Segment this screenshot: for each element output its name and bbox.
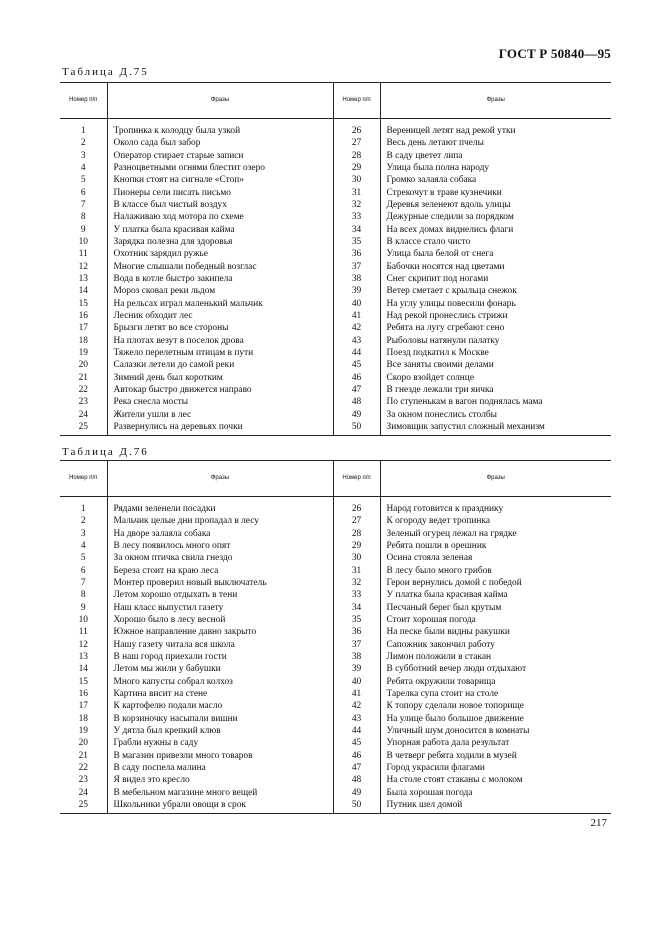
table-row	[60, 737, 611, 749]
row-phrase: Автокар быстро движется направо	[107, 384, 333, 396]
table-row	[60, 150, 611, 162]
table-row	[60, 199, 611, 211]
table-row	[60, 335, 611, 347]
row-phrase: Охотник зарядил ружье	[107, 248, 333, 260]
row-number: 31	[333, 565, 380, 577]
table-row	[60, 384, 611, 396]
row-number: 10	[60, 236, 107, 248]
table-row	[60, 552, 611, 564]
row-phrase: Сапожник закончил работу	[386, 639, 495, 650]
row-number: 11	[60, 248, 107, 260]
row-phrase: Громко залаяла собака	[386, 175, 477, 186]
row-phrase: На песке были видны ракушки	[386, 627, 510, 638]
table-body	[60, 119, 611, 436]
row-phrase: Вереницей летят над рекой утки	[386, 126, 516, 136]
row-phrase: В классе стало чисто	[386, 236, 471, 247]
row-phrase: В субботний вечер люди отдыхают	[386, 664, 527, 675]
row-number: 35	[333, 614, 380, 626]
header-number: Номер п/п	[60, 461, 107, 497]
row-number: 4	[60, 540, 107, 552]
row-number: 4	[60, 162, 107, 174]
row-phrase: Рядами зеленели посадки	[107, 497, 333, 516]
row-phrase: По ступенькам в вагон поднялась мама	[386, 397, 543, 408]
table-row	[60, 700, 611, 712]
row-phrase: В гнезде лежали три яичка	[386, 384, 494, 395]
row-number: 7	[60, 199, 107, 211]
row-phrase: Деревья зеленеют вдоль улицы	[386, 199, 511, 210]
row-phrase: Улица была полна народу	[386, 162, 490, 173]
row-phrase: На плотах везут в поселок дрова	[107, 335, 333, 347]
row-number: 48	[333, 774, 380, 786]
row-phrase: В корзиночку насыпали вишни	[107, 713, 333, 725]
row-number: 33	[333, 589, 380, 601]
row-phrase: В саду цветет липа	[386, 150, 463, 161]
table-row	[60, 799, 611, 814]
table-row	[60, 322, 611, 334]
row-phrase: Я видел это кресло	[107, 774, 333, 786]
table-row	[60, 137, 611, 149]
row-phrase: Школьники убрали овощи в срок	[107, 799, 333, 814]
row-phrase: Река снесла мосты	[107, 396, 333, 408]
row-phrase: В четверг ребята ходили в музей	[386, 750, 517, 761]
row-phrase: Ветер сметает с крыльца снежок	[386, 286, 517, 297]
header-number: Номер п/п	[60, 83, 107, 119]
row-phrase: Стрекочут в траве кузнечики	[386, 187, 502, 198]
row-phrase: Картина висит на стене	[107, 688, 333, 700]
row-phrase: Улица была белой от снега	[386, 249, 494, 260]
row-phrase: Пионеры сели писать письмо	[107, 187, 333, 199]
row-number: 38	[333, 651, 380, 663]
row-phrase: В наш город приехали гости	[107, 651, 333, 663]
row-phrase: Тарелка супа стоит на столе	[386, 688, 499, 699]
table-row	[60, 589, 611, 601]
row-number: 16	[60, 310, 107, 322]
row-number: 14	[60, 285, 107, 297]
row-phrase: Около сада был забор	[107, 137, 333, 149]
row-phrase: В мебельном магазине много вещей	[107, 787, 333, 799]
header-phrases: Фразы	[380, 461, 611, 497]
row-number: 8	[60, 589, 107, 601]
row-number: 34	[333, 602, 380, 614]
row-number: 22	[60, 384, 107, 396]
row-number: 17	[60, 322, 107, 334]
row-number: 3	[60, 528, 107, 540]
row-number: 28	[333, 150, 380, 162]
row-phrase: Лесник обходит лес	[107, 310, 333, 322]
row-phrase: Зарядка полезна для здоровья	[107, 236, 333, 248]
row-phrase: Южное направление давно закрыто	[107, 626, 333, 638]
row-number: 32	[333, 577, 380, 589]
row-number: 41	[333, 688, 380, 700]
row-phrase: Жители ушли в лес	[107, 409, 333, 421]
row-number: 44	[333, 725, 380, 737]
row-phrase: Над рекой пронеслись стрижи	[386, 310, 508, 321]
row-phrase: Была хорошая погода	[386, 787, 473, 798]
row-phrase: Ребята пошли в орешник	[386, 540, 487, 551]
row-number: 36	[333, 248, 380, 260]
row-number: 50	[333, 799, 380, 814]
table-row	[60, 762, 611, 774]
row-phrase: На углу улицы повесили фонарь	[386, 298, 516, 309]
row-number: 30	[333, 174, 380, 186]
row-number: 5	[60, 174, 107, 186]
row-number: 9	[60, 602, 107, 614]
table-caption-d75: Таблица Д.75	[62, 66, 149, 78]
row-phrase: На улице было большое движение	[386, 713, 524, 724]
row-phrase: Рыболовы натянули палатку	[386, 335, 500, 346]
row-phrase: Герои вернулись домой с победой	[386, 577, 522, 588]
row-number: 30	[333, 552, 380, 564]
table-row	[60, 359, 611, 371]
row-number: 15	[60, 676, 107, 688]
row-number: 18	[60, 713, 107, 725]
row-number: 28	[333, 528, 380, 540]
table-row	[60, 663, 611, 675]
row-phrase: Много капусты собрал колхоз	[107, 676, 333, 688]
row-phrase: Разноцветными огнями блестит озеро	[107, 162, 333, 174]
row-number: 10	[60, 614, 107, 626]
row-number: 41	[333, 310, 380, 322]
row-number: 36	[333, 626, 380, 638]
table-row	[60, 396, 611, 408]
table-body	[60, 497, 611, 814]
row-phrase: Упорная работа дала результат	[386, 738, 510, 749]
table-row	[60, 372, 611, 384]
row-phrase: Снег скрипит под ногами	[386, 273, 489, 284]
table-d76	[60, 460, 611, 814]
row-number: 7	[60, 577, 107, 589]
row-phrase: Нашу газету читала вся школа	[107, 639, 333, 651]
row-phrase: Город украсили флагами	[386, 762, 485, 773]
row-number: 39	[333, 663, 380, 675]
table-row	[60, 236, 611, 248]
table-caption-d76: Таблица Д.76	[62, 446, 149, 458]
table-row	[60, 688, 611, 700]
row-phrase: Тропинка к колодцу была узкой	[107, 119, 333, 138]
table-row	[60, 639, 611, 651]
row-number: 44	[333, 347, 380, 359]
row-phrase: В лесу появилось много опят	[107, 540, 333, 552]
table-row	[60, 565, 611, 577]
header-phrases: Фразы	[107, 461, 333, 497]
row-number: 35	[333, 236, 380, 248]
row-phrase: Монтер проверил новый выключатель	[107, 577, 333, 589]
row-phrase: За окном понеслись столбы	[386, 409, 497, 420]
row-phrase: Ребята окружили товарища	[386, 676, 496, 687]
row-number: 8	[60, 211, 107, 223]
row-number: 46	[333, 750, 380, 762]
table-row	[60, 614, 611, 626]
table-row	[60, 713, 611, 725]
header-number: Номер п/п	[333, 461, 380, 497]
row-number: 15	[60, 298, 107, 310]
row-number: 45	[333, 737, 380, 749]
table-row	[60, 119, 611, 138]
row-number: 20	[60, 359, 107, 371]
table-row	[60, 626, 611, 638]
row-phrase: На рельсах играл маленький мальчик	[107, 298, 333, 310]
table-d75	[60, 82, 611, 436]
table-row	[60, 248, 611, 260]
row-number: 37	[333, 639, 380, 651]
row-phrase: Уличный шум доносится в комнаты	[386, 725, 530, 736]
header-phrases: Фразы	[107, 83, 333, 119]
row-phrase: Летом хорошо отдыхать в тени	[107, 589, 333, 601]
row-number: 43	[333, 335, 380, 347]
row-number: 49	[333, 409, 380, 421]
row-phrase: Зимний день был коротким	[107, 372, 333, 384]
row-number: 50	[333, 421, 380, 436]
row-phrase: Грабли нужны в саду	[107, 737, 333, 749]
row-phrase: Развернулись на деревьях почки	[107, 421, 333, 436]
row-phrase: За окном птичка свила гнездо	[107, 552, 333, 564]
row-phrase: Кнопки стоят на сигнале «Стоп»	[107, 174, 333, 186]
table-row	[60, 602, 611, 614]
row-phrase: Весь день летают пчелы	[386, 138, 484, 149]
row-number: 19	[60, 725, 107, 737]
row-phrase: Народ готовится к празднику	[386, 504, 504, 514]
row-number: 6	[60, 565, 107, 577]
row-phrase: Песчаный берег был крутым	[386, 602, 502, 613]
table-row	[60, 347, 611, 359]
header-number: Номер п/п	[333, 83, 380, 119]
table-row	[60, 310, 611, 322]
table-row	[60, 211, 611, 223]
row-phrase: Хорошо было в лесу весной	[107, 614, 333, 626]
page-number: 217	[590, 817, 607, 829]
table-row	[60, 261, 611, 273]
row-number: 11	[60, 626, 107, 638]
row-number: 2	[60, 137, 107, 149]
row-phrase: Мороз сковал реки льдом	[107, 285, 333, 297]
row-phrase: Брызги летят во все стороны	[107, 322, 333, 334]
row-number: 21	[60, 372, 107, 384]
row-phrase: На дворе залаяла собака	[107, 528, 333, 540]
row-phrase: Вода в котле быстро закипела	[107, 273, 333, 285]
row-number: 39	[333, 285, 380, 297]
row-number: 1	[60, 119, 107, 138]
row-phrase: В классе был чистый воздух	[107, 199, 333, 211]
row-phrase: К картофелю подали масло	[107, 700, 333, 712]
row-number: 6	[60, 187, 107, 199]
table-row	[60, 725, 611, 737]
row-phrase: Салазки летели до самой реки	[107, 359, 333, 371]
table-row	[60, 273, 611, 285]
row-phrase: У платка была красивая кайма	[386, 590, 508, 601]
standard-designation: ГОСТ Р 50840—95	[498, 46, 611, 61]
row-number: 31	[333, 187, 380, 199]
table-row	[60, 298, 611, 310]
row-phrase: Все заняты своими делами	[386, 360, 494, 371]
row-number: 1	[60, 497, 107, 516]
row-number: 45	[333, 359, 380, 371]
row-phrase: Летом мы жили у бабушки	[107, 663, 333, 675]
row-number: 14	[60, 663, 107, 675]
row-phrase: У дятла был крепкий клюв	[107, 725, 333, 737]
table-row	[60, 528, 611, 540]
row-number: 48	[333, 396, 380, 408]
row-phrase: У платка была красивая кайма	[107, 224, 333, 236]
row-number: 25	[60, 799, 107, 814]
row-phrase: Скоро взойдет солнце	[386, 372, 474, 383]
row-phrase: Осина стояла зеленая	[386, 553, 473, 564]
row-number: 49	[333, 787, 380, 799]
row-number: 25	[60, 421, 107, 436]
table-row	[60, 162, 611, 174]
row-phrase: В магазин привезли много товаров	[107, 750, 333, 762]
table-row	[60, 750, 611, 762]
row-number: 26	[333, 497, 380, 516]
table-row	[60, 421, 611, 436]
row-number: 26	[333, 119, 380, 138]
row-number: 38	[333, 273, 380, 285]
row-number: 9	[60, 224, 107, 236]
row-number: 13	[60, 651, 107, 663]
table-row	[60, 774, 611, 786]
row-number: 42	[333, 322, 380, 334]
row-phrase: На столе стоят стаканы с молоком	[386, 775, 523, 786]
row-phrase: В лесу было много грибов	[386, 565, 492, 576]
table-row	[60, 224, 611, 236]
row-phrase: Береза стоит на краю леса	[107, 565, 333, 577]
row-number: 20	[60, 737, 107, 749]
row-number: 24	[60, 787, 107, 799]
row-number: 29	[333, 540, 380, 552]
row-phrase: Стоит хорошая погода	[386, 614, 476, 625]
header-phrases: Фразы	[380, 83, 611, 119]
row-number: 13	[60, 273, 107, 285]
row-number: 40	[333, 676, 380, 688]
row-number: 18	[60, 335, 107, 347]
row-phrase: Поезд подкатил к Москве	[386, 347, 489, 358]
table-row	[60, 285, 611, 297]
row-number: 47	[333, 762, 380, 774]
row-phrase: Многие слышали победный возглас	[107, 261, 333, 273]
row-number: 24	[60, 409, 107, 421]
row-phrase: Лимон положили в стакан	[386, 651, 491, 662]
row-phrase: Тяжело перелетным птицам в пути	[107, 347, 333, 359]
row-number: 32	[333, 199, 380, 211]
row-number: 46	[333, 372, 380, 384]
table-row	[60, 651, 611, 663]
row-number: 17	[60, 700, 107, 712]
row-number: 12	[60, 261, 107, 273]
table-row	[60, 515, 611, 527]
row-number: 34	[333, 224, 380, 236]
row-phrase: Мальчик целые дни пропадал в лесу	[107, 515, 333, 527]
table-row	[60, 187, 611, 199]
row-number: 22	[60, 762, 107, 774]
row-phrase: Наш класс выпустил газету	[107, 602, 333, 614]
row-number: 43	[333, 713, 380, 725]
row-number: 12	[60, 639, 107, 651]
row-number: 42	[333, 700, 380, 712]
row-number: 33	[333, 211, 380, 223]
row-number: 5	[60, 552, 107, 564]
row-phrase: Налаживаю ход мотора по схеме	[107, 211, 333, 223]
table-row	[60, 540, 611, 552]
row-number: 3	[60, 150, 107, 162]
row-number: 40	[333, 298, 380, 310]
row-phrase: Ребята на лугу сгребают сено	[386, 323, 505, 334]
row-number: 21	[60, 750, 107, 762]
row-number: 19	[60, 347, 107, 359]
row-number: 27	[333, 137, 380, 149]
table-row	[60, 409, 611, 421]
row-number: 47	[333, 384, 380, 396]
row-phrase: Оператор стирает старые записи	[107, 150, 333, 162]
row-phrase: К топору сделали новое топорище	[386, 701, 524, 712]
row-phrase: К огороду ведет тропинка	[386, 516, 490, 527]
row-number: 23	[60, 774, 107, 786]
row-number: 16	[60, 688, 107, 700]
row-number: 29	[333, 162, 380, 174]
row-phrase: Зеленый огурец лежал на грядке	[386, 528, 517, 539]
table-row	[60, 497, 611, 516]
table-row	[60, 787, 611, 799]
row-phrase: В саду поспела малина	[107, 762, 333, 774]
row-number: 23	[60, 396, 107, 408]
row-number: 2	[60, 515, 107, 527]
row-number: 37	[333, 261, 380, 273]
row-phrase: Путник шел домой	[386, 799, 463, 810]
row-phrase: Дежурные следили за порядком	[386, 212, 514, 223]
table-row	[60, 676, 611, 688]
table-row	[60, 174, 611, 186]
table-row	[60, 577, 611, 589]
row-phrase: На всех домах виднелись флаги	[386, 224, 514, 235]
row-phrase: Зимовщик запустил сложный механизм	[386, 421, 545, 432]
row-number: 27	[333, 515, 380, 527]
row-phrase: Бабочки носятся над цветами	[386, 261, 505, 272]
